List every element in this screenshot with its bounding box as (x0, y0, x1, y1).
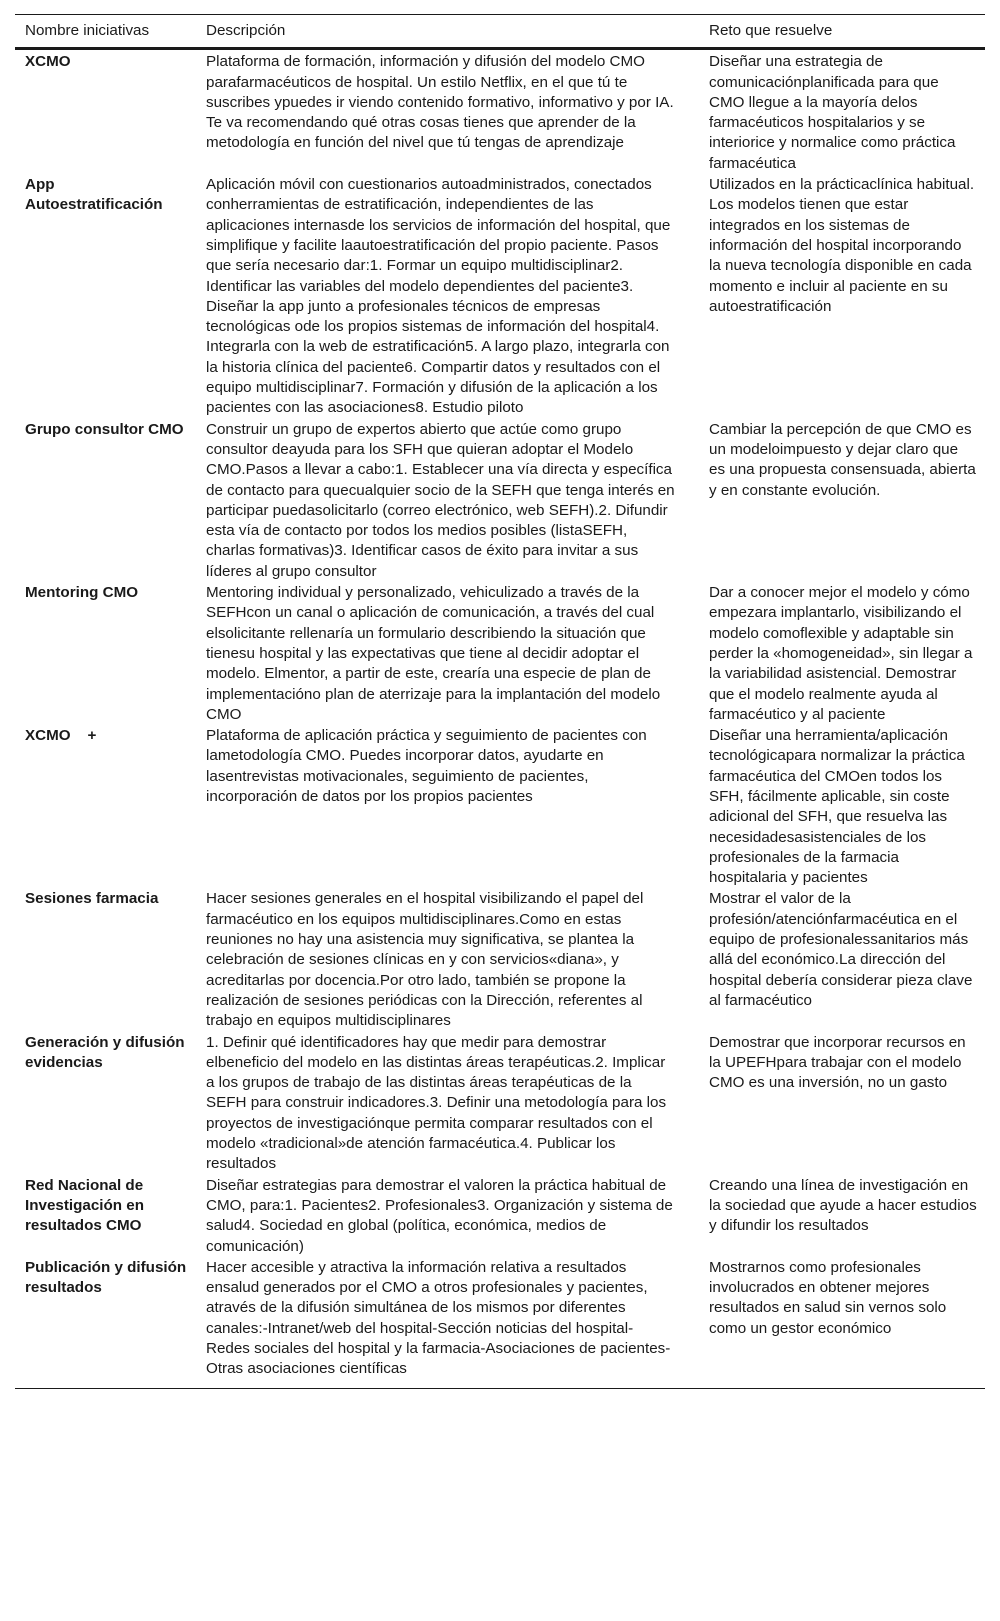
initiative-challenge: Creando una línea de investigación en la sociedad que ayude a hacer estudios y difundir los resultados (709, 1176, 977, 1235)
initiative-challenge: Utilizados en la prácticaclínica habitual. Los modelos tienen que estar integrados en los sistemas de información del hospital incorporando la nueva tecnología disponible en cada momento e incluir al paciente en su autoestratificación (709, 176, 975, 315)
initiative-description: Diseñar estrategias para demostrar el valoren la práctica habitual de CMO, para:1. Pacientes2. Profesionales3. Organización y sistema de salud4. Sociedad en global (política, económica, medios de comunicación) (206, 1176, 673, 1255)
initiative-challenge: Mostrarnos como profesionales involucrados en obtener mejores resultados en salud sin vernos solo como un gestor económico (709, 1258, 947, 1337)
table-header (15, 15, 985, 49)
initiative-name: Publicación y difusión resultados (25, 1258, 187, 1297)
initiative-challenge: Mostrar el valor de la profesión/atenciónfarmacéutica en el equipo de profesionalessanitarios más allá del económico.La dirección del hospital debería considerar pieza clave al farmacéutico (709, 890, 973, 1009)
initiative-description: Aplicación móvil con cuestionarios autoadministrados, conectados conherramientas de estratificación, independientes de las aplicaciones internasde los servicios de información del hospital, que simplifique y facilite laautoestratificación del propio paciente. Pasos que sería necesario dar:1. Formar un equipo multidisciplinar2. Identificar las variables del modelo dependientes del paciente3. Diseñar la app junto a profesionales técnicos de empresas tecnológicas ode los propios sistemas de información del hospital4. Integrarla con la web de estratificación5. A largo plazo, integrarla con la historia clínica del paciente6. Compartir datos y resultados con el equipo multidisciplinar7. Formación y difusión de la aplicación a los pacientes con las asociaciones8. Estudio piloto (206, 176, 671, 417)
header-row (15, 15, 985, 49)
initiative-challenge: Cambiar la percepción de que CMO es un modeloimpuesto y dejar claro que es una propuesta consensuada, abierta y en constante evolución. (709, 420, 976, 499)
table-row (15, 1257, 985, 1388)
initiative-description: Plataforma de formación, información y difusión del modelo CMO parafarmacéuticos de hospital. Un estilo Netflix, en el que tú te suscribes ypuedes ir viendo contenido formativo, informativo y por IA. Te va recomendando qué otras cosas tienes que aprender de la metodología en función del nivel que tú tengas de aprendizaje (206, 53, 674, 152)
table-row (15, 49, 985, 174)
initiatives-table (15, 14, 985, 1389)
table-row (15, 174, 985, 419)
initiative-name: XCMO + (25, 727, 97, 745)
initiative-description: 1. Definir qué identificadores hay que medir para demostrar elbeneficio del modelo en las distintas áreas terapéuticas.2. Implicar a los grupos de trabajo de las distintas áreas terapéuticas de la SEFH para construir indicadores.3. Definir una metodología para los proyectos de investigaciónque permita comparar resultados con el modelo «tradicional»de atención farmacéutica.4. Publicar los resultados (206, 1033, 667, 1173)
initiative-challenge: Demostrar que incorporar recursos en la UPEFHpara trabajar con el modelo CMO es una inversión, no un gasto (709, 1033, 966, 1092)
table-row (15, 1175, 985, 1257)
initiative-challenge: Diseñar una herramienta/aplicación tecnológicapara normalizar la práctica farmacéutica del CMOen todos los SFH, fácilmente aplicable, sin coste adicional del SFH, que resuelva las necesidadesasistenciales de los profesionales de la farmacia hospitalaria y pacientes (709, 727, 965, 887)
initiative-name: Generación y difusión evidencias (25, 1033, 185, 1071)
initiative-name: Mentoring CMO (25, 584, 139, 602)
table-row (15, 725, 985, 888)
initiative-name: Grupo consultor CMO (25, 420, 184, 438)
initiative-name: Red Nacional de Investigación en resultados CMO (25, 1176, 145, 1235)
table-row (15, 1032, 985, 1175)
initiative-name: Sesiones farmacia (25, 890, 159, 908)
initiatives-table-container (15, 14, 985, 1389)
initiative-description: Mentoring individual y personalizado, vehiculizado a través de la SEFHcon un canal o aplicación de comunicación, a través del cual elsolicitante rellenaría un formulario describiendo la situación que tienesu hospital y las expectativas que tiene al decidir adoptar el modelo. Elmentor, a partir de este, crearía una especie de plan de implementacióno plan de aterrizaje para la implantación del modelo CMO (206, 584, 661, 723)
initiative-challenge: Diseñar una estrategia de comunicaciónplanificada para que CMO llegue a la mayoría delos farmacéuticos hospitalarios y se interiorice y normalice como práctica farmacéutica (709, 53, 956, 172)
table-body (15, 49, 985, 1388)
table-row (15, 582, 985, 725)
table-row (15, 419, 985, 582)
table-row (15, 888, 985, 1031)
initiative-name: XCMO (25, 53, 71, 71)
initiative-description: Construir un grupo de expertos abierto que actúe como grupo consultor deayuda para los SFH que quieran adoptar el Modelo CMO.Pasos a llevar a cabo:1. Establecer una vía directa y específica de contacto para quecualquier socio de la SEFH que tenga interés en participar puedasolicitarlo (correo electrónico, web SEFH).2. Difundir esta vía de contacto por todos los medios posibles (listaSEFH, charlas formativas)3. Identificar casos de éxito para invitar a sus líderes al grupo consultor (206, 420, 675, 580)
header-name: Nombre iniciativas (25, 22, 150, 39)
initiative-challenge: Dar a conocer mejor el modelo y cómo empezara implantarlo, visibilizando el modelo comoflexible y adaptable sin perder la «homogeneidad», sin llegar a la variabilidad asistencial. Demostrar que el modelo realmente ayuda al farmacéutico y al paciente (709, 584, 973, 723)
header-description: Descripción (206, 22, 286, 39)
initiative-description: Plataforma de aplicación práctica y seguimiento de pacientes con lametodología CMO. Puedes incorporar datos, ayudarte en lasentrevistas motivacionales, seguimiento de pacientes, incorporación de datos por los propios pacientes (206, 727, 647, 805)
initiative-name: App Autoestratificación (25, 176, 163, 214)
initiative-description: Hacer accesible y atractiva la información relativa a resultados ensalud generados por el CMO a otros profesionales y pacientes, através de la difusión simultánea de los mismos por diferentes canales:-Intranet/web del hospital-Sección noticias del hospital-Redes sociales del hospital y la farmacia-Asociaciones de pacientes-Otras asociaciones científicas (206, 1258, 671, 1378)
initiative-description: Hacer sesiones generales en el hospital visibilizando el papel del farmacéutico en los equipos multidisciplinares.Como en estas reuniones no hay una asistencia muy significativa, se plantea la celebración de sesiones clínicas en y con servicios«diana», y acreditarlas por docencia.Por otro lado, también se propone la realización de sesiones periódicas con la Dirección, referentes al trabajo en equipos multidisciplinares (206, 890, 644, 1030)
header-challenge: Reto que resuelve (709, 22, 833, 39)
